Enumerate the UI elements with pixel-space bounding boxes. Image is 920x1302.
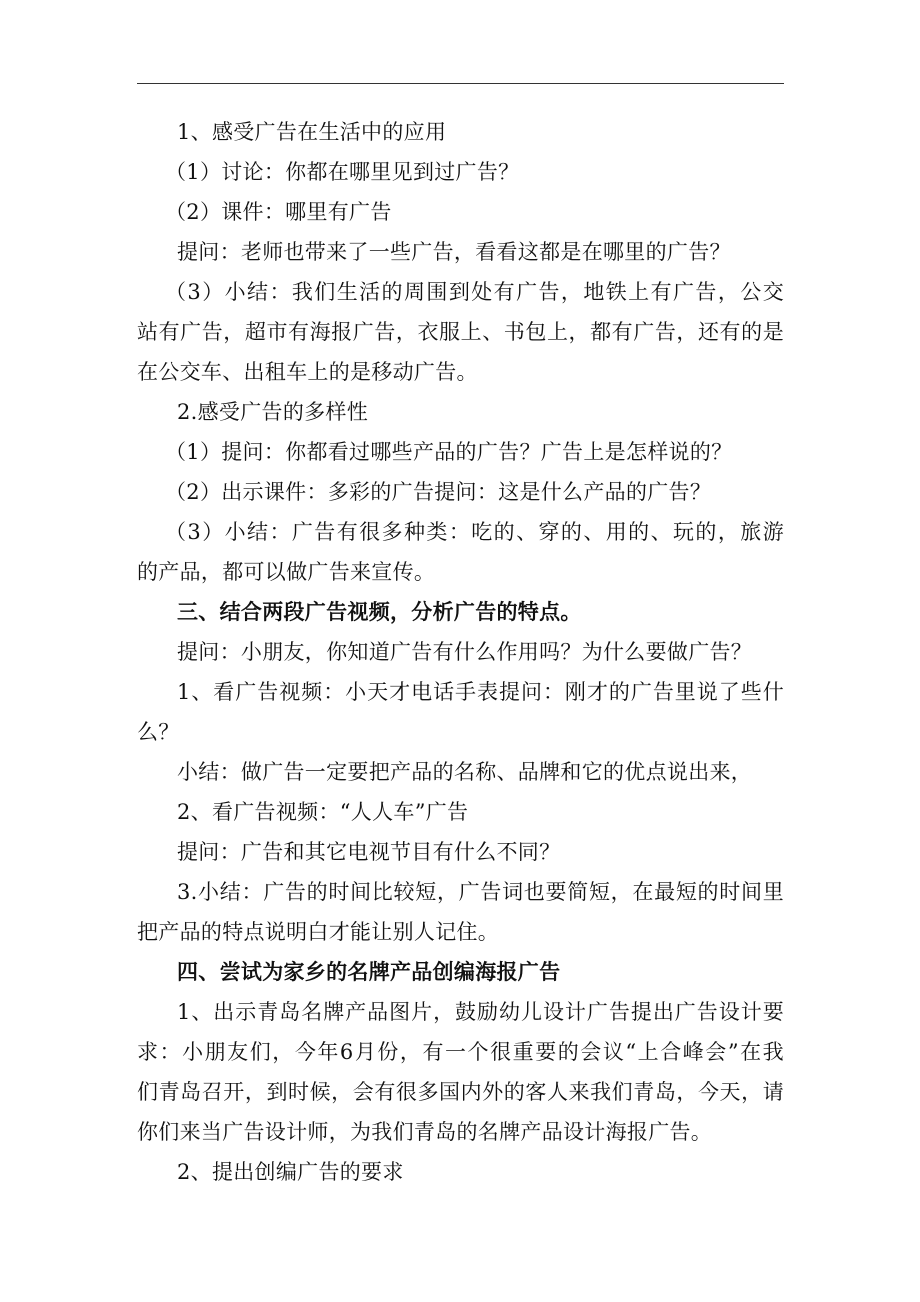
paragraph-line: 们青岛召开，到时候，会有很多国内外的客人来我们青岛，今天，请 [137, 1080, 784, 1104]
paragraph-line: （2）课件：哪里有广告 [165, 200, 392, 224]
document-body [137, 112, 784, 1192]
paragraph-line: 么？ [137, 720, 180, 744]
paragraph-line: 3.小结：广告的时间比较短，广告词也要简短，在最短的时间里 [177, 880, 784, 904]
section-heading-4: 四、尝试为家乡的名牌产品创编海报广告 [177, 959, 561, 984]
paragraph-line: （3）小结：广告有很多种类：吃的、穿的、用的、玩的，旅游 [165, 520, 784, 544]
header-rule [137, 83, 784, 84]
paragraph-line: 提问：老师也带来了一些广告，看看这都是在哪里的广告？ [177, 240, 731, 264]
paragraph-line: （1）提问：你都看过哪些产品的广告？广告上是怎样说的？ [165, 440, 733, 464]
paragraph-line: 提问：小朋友，你知道广告有什么作用吗？为什么要做广告？ [177, 640, 753, 664]
paragraph-line: 你们来当广告设计师，为我们青岛的名牌产品设计海报广告。 [137, 1120, 713, 1144]
paragraph-line: （2）出示课件：多彩的广告提问：这是什么产品的广告？ [165, 480, 712, 504]
paragraph-line: 小结：做广告一定要把产品的名称、品牌和它的优点说出来， [177, 760, 753, 784]
section-heading-3: 三、结合两段广告视频，分析广告的特点。 [177, 599, 582, 624]
paragraph-line: 2、提出创编广告的要求 [177, 1160, 404, 1184]
paragraph-line: 提问：广告和其它电视节目有什么不同？ [177, 840, 561, 864]
paragraph-line: 在公交车、出租车上的是移动广告。 [137, 360, 478, 384]
paragraph-line: （3）小结：我们生活的周围到处有广告，地铁上有广告，公交 [165, 280, 784, 304]
paragraph-line: 站有广告，超市有海报广告，衣服上、书包上，都有广告，还有的是 [137, 320, 784, 344]
paragraph-heading-1: 1、感受广告在生活中的应用 [177, 120, 447, 144]
paragraph-line: 2、看广告视频：“人人车”广告 [177, 800, 469, 824]
paragraph-line: 1、看广告视频：小天才电话手表提问：刚才的广告里说了些什 [177, 680, 784, 704]
paragraph-line: 把产品的特点说明白才能让别人记住。 [137, 920, 500, 944]
paragraph-heading-2: 2.感受广告的多样性 [177, 400, 369, 424]
paragraph-line: 求：小朋友们，今年6月份，有一个很重要的会议“上合峰会”在我 [137, 1040, 784, 1064]
paragraph-line: （1）讨论：你都在哪里见到过广告？ [165, 160, 520, 184]
paragraph-line: 1、出示青岛名牌产品图片，鼓励幼儿设计广告提出广告设计要 [177, 1000, 784, 1024]
paragraph-line: 的产品，都可以做广告来宣传。 [137, 560, 436, 584]
